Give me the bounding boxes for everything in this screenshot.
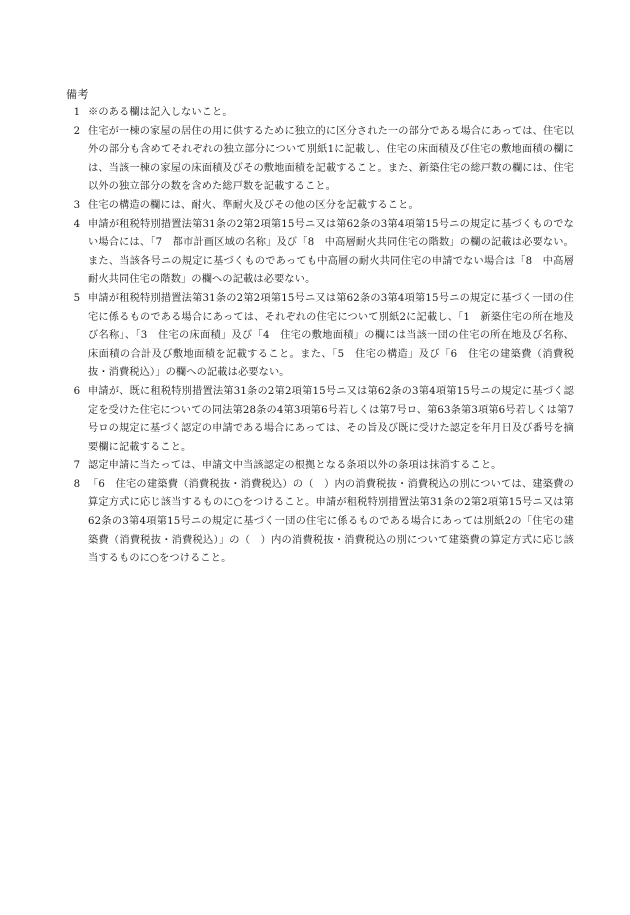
- note-item-6: [66, 383, 574, 457]
- note-number: 7: [73, 460, 81, 472]
- note-text: 「6 住宅の建築費（消費税抜・消費税込）の（ ）内の消費税抜・消費税込の別については、建築費の算定方式に応じ該当するものに○をつけること。申請が租税特別措置法第31条の2第2項第15号ニ又は第62条の3第4項第15号ニの規定に基づく一団の住宅に係るものである場合にあっては別紙2の「住宅の建築費（消費税抜・消費税込）」の（ ）内の消費税抜・消費税込の別について建築費の算定方式に応じ該当するものに○をつけること。: [88, 478, 574, 565]
- note-item-1: [66, 104, 574, 123]
- note-text: 住宅が一棟の家屋の居住の用に供するために独立的に区分された一の部分である場合にあっては、住宅以外の部分も含めてそれぞれの独立部分について別紙1に記載し、住宅の床面積及び住宅の敷地面積の欄には、当該一棟の家屋の床面積及びその敷地面積を記載すること。また、新築住宅の総戸数の欄には、住宅以外の独立部分の数を含めた総戸数を記載すること。: [88, 125, 574, 193]
- note-text: 認定申請に当たっては、申請文中当該認定の根拠となる条項以外の条項は抹消すること。: [88, 460, 502, 472]
- note-text: 申請が租税特別措置法第31条の2第2項第15号ニ又は第62条の3第4項第15号ニの規定に基づく一団の住宅に係るものである場合にあっては、それぞれの住宅について別紙2に記載し、「1 新築住宅の所在地及び名称」、「3 住宅の床面積」及び「4 住宅の敷地面積」の欄には当該一団の住宅の所在地及び名称、床面積の合計及び敷地面積を記載すること。また、「5 住宅の構造」及び「6 住宅の建築費（消費税抜・消費税込）」の欄への記載は必要ない。: [88, 292, 574, 379]
- note-item-5: [66, 290, 574, 383]
- note-number: 1: [73, 107, 81, 118]
- note-number: 8: [73, 478, 81, 490]
- note-number: 3: [73, 199, 81, 211]
- note-number: 5: [73, 292, 81, 304]
- note-item-2: [66, 123, 574, 197]
- note-number: 6: [73, 385, 81, 397]
- note-text: 申請が、既に租税特別措置法第31条の2第2項第15号ニ又は第62条の3第4項第15号ニの規定に基づく認定を受けた住宅についての同法第28条の4第3項第6号若しくは第7号ロ、第63条第3項第6号若しくは第7号ロの規定に基づく認定の申請である場合にあっては、その旨及び既に受けた認定を年月日及び番号を摘要欄に記載すること。: [88, 385, 574, 453]
- note-item-4: [66, 216, 574, 290]
- note-item-3: [66, 197, 574, 216]
- note-number: 4: [73, 218, 81, 230]
- note-item-7: [66, 457, 574, 476]
- note-item-8: [66, 476, 574, 569]
- note-text: 住宅の構造の欄には、耐火、準耐火及びその他の区分を記載すること。: [88, 199, 419, 211]
- note-number: 2: [73, 125, 81, 137]
- notes-heading: 備考: [66, 88, 89, 101]
- note-text: ※のある欄は記入しないこと。: [88, 107, 233, 118]
- notes-list: [66, 104, 574, 569]
- note-text: 申請が租税特別措置法第31条の2第2項第15号ニ又は第62条の3第4項第15号ニの規定に基づくものでない場合には、「7 都市計画区域の名称」及び「8 中高層耐火共同住宅の階数」の欄の記載は必要ない。また、当該各号ニの規定に基づくものであっても中高層の耐火共同住宅の申請でない場合は「8 中高層耐火共同住宅の階数」の欄への記載は必要ない。: [88, 218, 574, 286]
